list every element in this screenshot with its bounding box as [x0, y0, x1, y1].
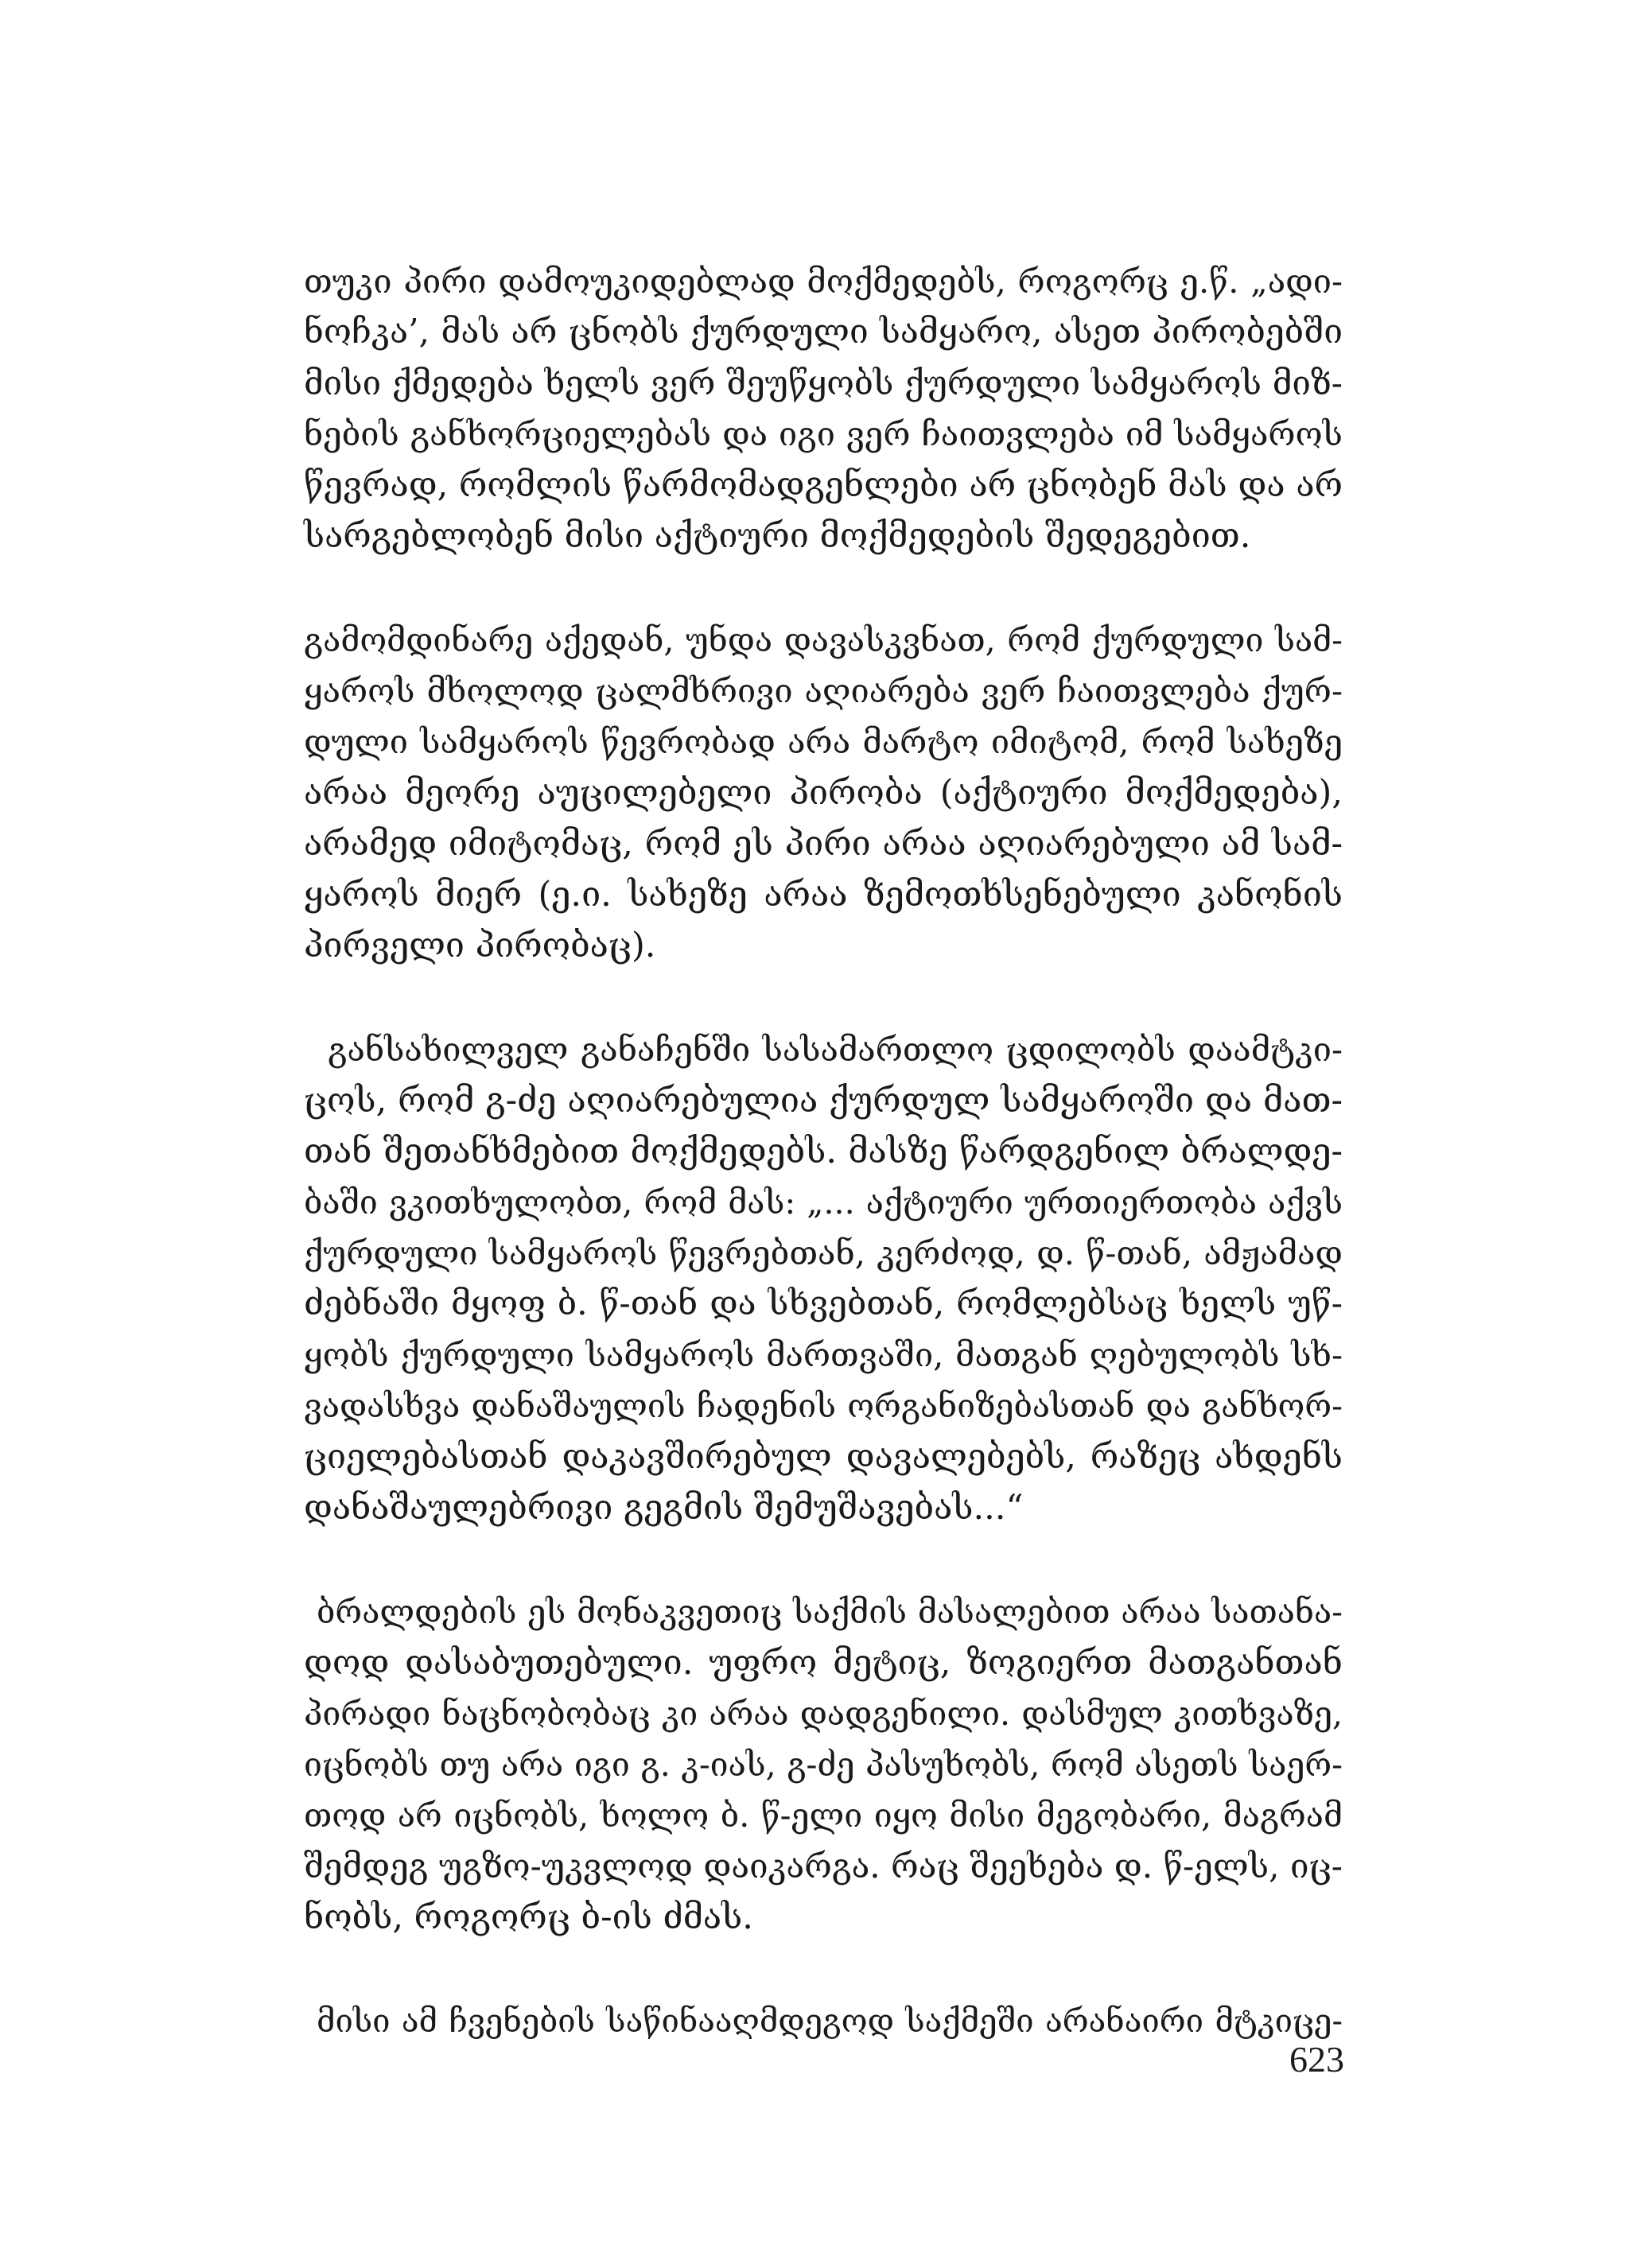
- paragraph-5: [304, 1996, 1343, 2047]
- text-line: იცნობს თუ არა იგი გ. კ-იას, გ-ძე პასუხობს, რომ ასეთს საერ-: [304, 1746, 1343, 1784]
- text-line: ბრალდების ეს მონაკვეთიც საქმის მასალებით არაა სათანა-: [317, 1593, 1343, 1631]
- text-line: ნობს, როგორც ბ-ის ძმას.: [304, 1897, 753, 1937]
- text-line: ყობს ქურდული სამყაროს მართვაში, მათგან ღებულობს სხ-: [304, 1335, 1343, 1374]
- text-line: არაა მეორე აუცილებელი პირობა (აქტიური მოქმედება),: [304, 773, 1343, 813]
- text-line: არამედ იმიტომაც, რომ ეს პირი არაა აღიარებული ამ სამ-: [304, 824, 1343, 864]
- text-line: თოდ არ იცნობს, ხოლო ბ. წ-ელი იყო მისი მეგობარი, მაგრამ: [304, 1796, 1343, 1835]
- text-line: განსახილველ განაჩენში სასამართლო ცდილობს დაამტკი-: [328, 1030, 1343, 1069]
- text-line: მისი ქმედება ხელს ვერ შეუწყობს ქურდული სამყაროს მიზ-: [304, 363, 1343, 402]
- text-line: ყაროს მიერ (ე.ი. სახეზე არაა ზემოთხსენებული კანონის: [304, 875, 1343, 915]
- page-body: [304, 256, 1343, 2100]
- text-line: თუკი პირი დამოუკიდებლად მოქმედებს, როგორც ე.წ. „ადი-: [304, 262, 1343, 301]
- text-line: წევრად, რომლის წარმომადგენლები არ ცნობენ მას და არ: [304, 465, 1343, 505]
- text-line: ცოს, რომ გ-ძე აღიარებულია ქურდულ სამყაროში და მათ-: [304, 1081, 1343, 1120]
- paragraph-4: [304, 1586, 1343, 1943]
- text-line: გამომდინარე აქედან, უნდა დავასკვნათ, რომ ქურდული სამ-: [304, 621, 1343, 659]
- text-line: ციელებასთან დაკავშირებულ დავალებებს, რაზეც ახდენს: [304, 1437, 1343, 1477]
- text-line: დული სამყაროს წევრობად არა მარტო იმიტომ, რომ სახეზე: [304, 722, 1343, 761]
- text-line: ძებნაში მყოფ ბ. წ-თან და სხვებთან, რომლებსაც ხელს უწ-: [304, 1284, 1343, 1323]
- text-line: პირველი პირობაც).: [304, 926, 656, 965]
- text-line: მისი ამ ჩვენების საწინააღმდეგოდ საქმეში არანაირი მტკიცე-: [317, 2003, 1343, 2040]
- paragraph-3: [304, 1024, 1343, 1533]
- text-line: სარგებლობენ მისი აქტიური მოქმედების შედეგებით.: [304, 516, 1251, 556]
- text-line: ნოჩკა’, მას არ ცნობს ქურდული სამყარო, ასეთ პირობებში: [304, 313, 1343, 351]
- text-line: ქურდული სამყაროს წევრებთან, კერძოდ, დ. წ-თან, ამჟამად: [304, 1233, 1343, 1272]
- text-line: დოდ დასაბუთებული. უფრო მეტიც, ზოგიერთ მათგანთან: [304, 1643, 1343, 1683]
- text-line: ნების განხორციელებას და იგი ვერ ჩაითვლება იმ სამყაროს: [304, 414, 1343, 453]
- text-line: დანაშაულებრივი გეგმის შემუშავებას...“: [304, 1488, 1024, 1528]
- paragraph-1: [304, 256, 1343, 561]
- paragraph-2: [304, 615, 1343, 971]
- text-line: შემდეგ უგზო-უკვლოდ დაიკარგა. რაც შეეხება დ. წ-ელს, იც-: [304, 1847, 1343, 1885]
- text-line: თან შეთანხმებით მოქმედებს. მასზე წარდგენილ ბრალდე-: [304, 1132, 1343, 1171]
- text-line: ბაში ვკითხულობთ, რომ მას: „... აქტიური ურთიერთობა აქვს: [304, 1183, 1343, 1221]
- text-line: ყაროს მხოლოდ ცალმხრივი აღიარება ვერ ჩაითვლება ქურ-: [304, 671, 1343, 710]
- text-line: პირადი ნაცნობობაც კი არაა დადგენილი. დასმულ კითხვაზე,: [304, 1695, 1343, 1733]
- text-line: ვადასხვა დანაშაულის ჩადენის ორგანიზებასთან და განხორ-: [304, 1387, 1343, 1425]
- page-number: 623: [1289, 2039, 1344, 2080]
